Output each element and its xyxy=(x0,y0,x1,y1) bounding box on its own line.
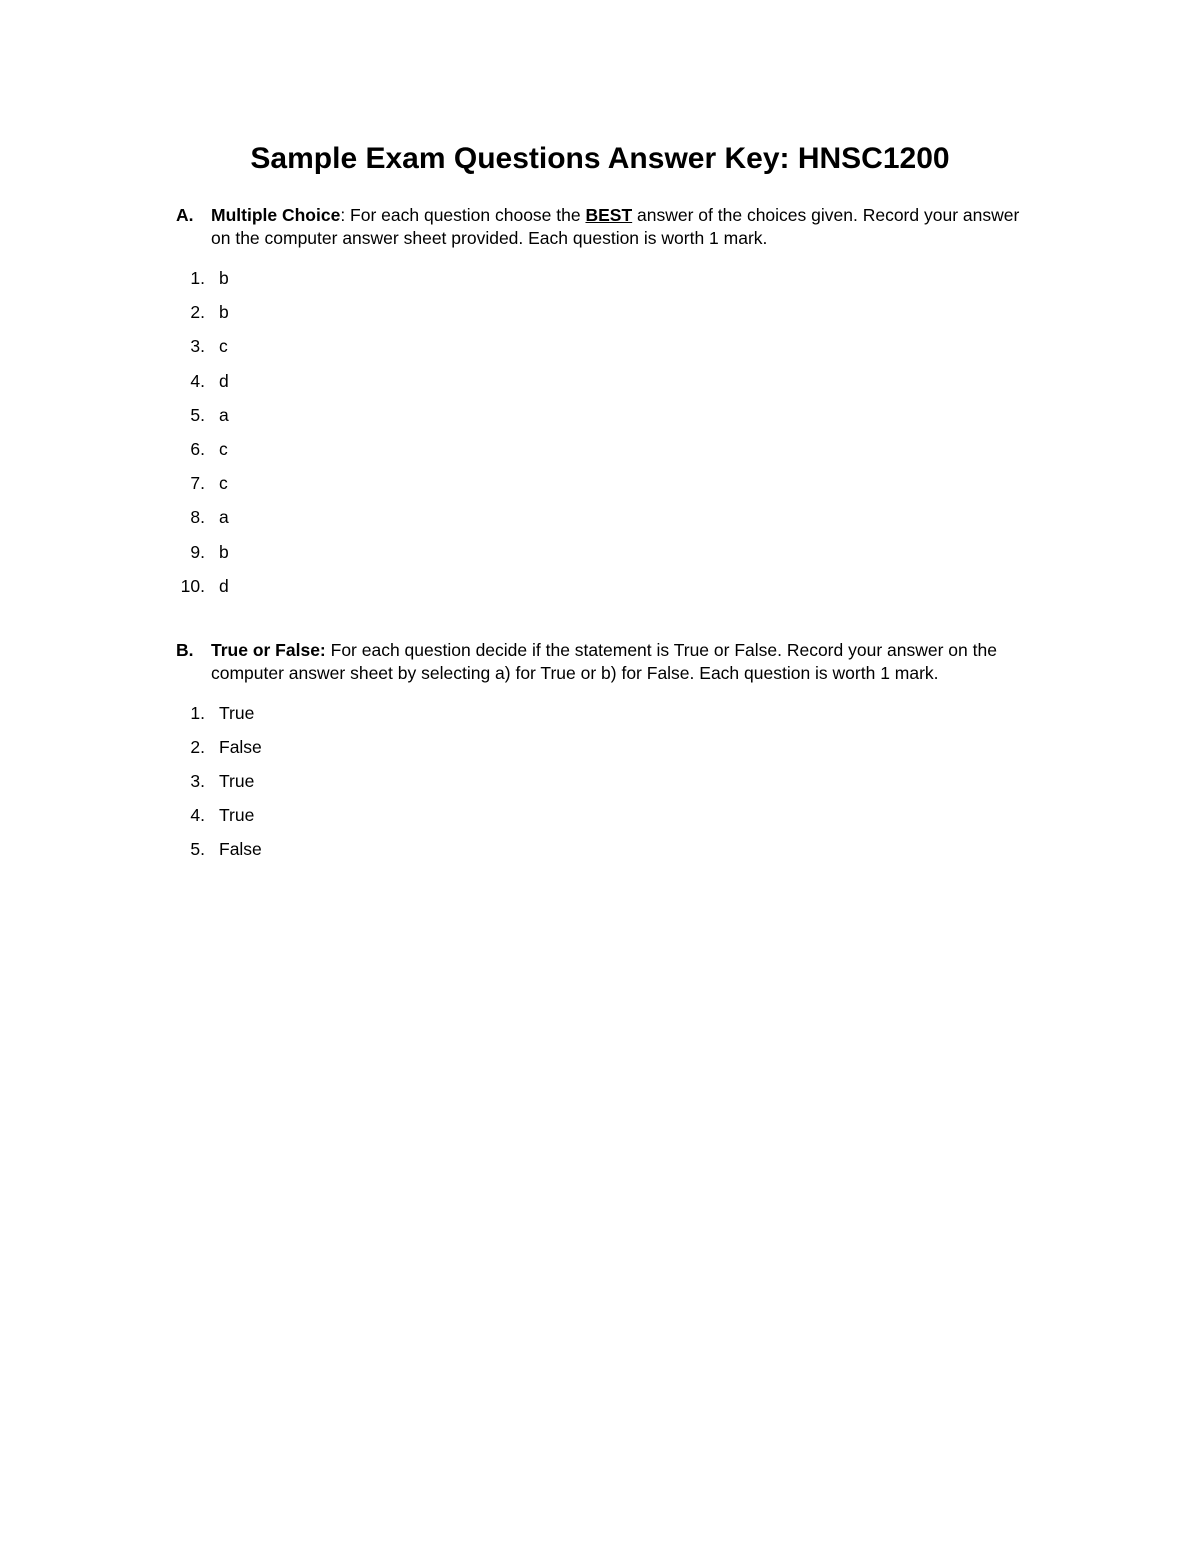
answer-value: a xyxy=(219,507,229,528)
list-item xyxy=(176,832,1036,866)
true-false-answer-list xyxy=(176,696,1036,866)
list-item xyxy=(176,730,1036,764)
list-item xyxy=(176,535,1036,569)
answer-value: True xyxy=(219,805,255,825)
section-a-text-after: answer of the choices given. Record your answer on the computer answer sheet provided. Each question is worth 1 mark. xyxy=(211,205,1020,248)
list-item xyxy=(176,798,1036,832)
list-item xyxy=(176,261,1036,295)
answer-number: 5. xyxy=(190,839,205,859)
section-b-name: True or False: xyxy=(211,640,326,660)
list-item xyxy=(176,398,1036,432)
answer-value: True xyxy=(219,771,255,791)
multiple-choice-answer-list xyxy=(176,261,1036,603)
list-item xyxy=(176,364,1036,398)
page-title: Sample Exam Questions Answer Key: HNSC1200 xyxy=(250,142,950,175)
answer-value: b xyxy=(219,268,229,288)
section-a-name: Multiple Choice xyxy=(211,205,341,225)
answer-number: 5. xyxy=(190,404,205,425)
section-true-or-false xyxy=(176,639,1036,866)
answer-number: 9. xyxy=(190,541,205,562)
answer-number: 8. xyxy=(190,507,205,528)
section-b-text: For each question decide if the statement is True or False. Record your answer on the computer answer sheet by selecting a) for True or b) for False. Each question is worth 1 mark. xyxy=(211,640,997,683)
answer-number: 6. xyxy=(190,438,205,459)
list-item xyxy=(176,329,1036,363)
answer-value: b xyxy=(219,541,229,562)
answer-number: 2. xyxy=(190,737,205,757)
list-item xyxy=(176,432,1036,466)
answer-value: a xyxy=(219,404,229,425)
section-a-text-before: : For each question choose the xyxy=(340,205,586,225)
answer-value: d xyxy=(219,575,229,596)
section-b-instructions xyxy=(176,639,1036,685)
answer-value: c xyxy=(219,438,228,459)
list-item xyxy=(176,466,1036,500)
section-b-letter: B. xyxy=(176,640,194,660)
answer-number: 2. xyxy=(190,302,205,323)
answer-number: 7. xyxy=(190,473,205,494)
answer-number: 1. xyxy=(190,268,205,288)
best-emphasis: BEST xyxy=(585,205,633,225)
answer-number: 1. xyxy=(190,703,205,723)
answer-value: d xyxy=(219,370,229,391)
list-item xyxy=(176,764,1036,798)
answer-value: False xyxy=(219,839,262,859)
answer-value: True xyxy=(219,703,255,723)
answer-number: 3. xyxy=(190,771,205,791)
answer-number: 3. xyxy=(190,336,205,357)
answer-number: 4. xyxy=(190,370,205,391)
answer-value: c xyxy=(219,336,228,357)
answer-value: False xyxy=(219,737,262,757)
answer-value: c xyxy=(219,473,228,494)
list-item xyxy=(176,295,1036,329)
answer-value: b xyxy=(219,302,229,323)
answer-number: 4. xyxy=(190,805,205,825)
list-item xyxy=(176,569,1036,603)
list-item xyxy=(176,696,1036,730)
answer-number: 10. xyxy=(180,575,205,596)
list-item xyxy=(176,500,1036,534)
section-multiple-choice xyxy=(176,204,1036,603)
section-a-instructions xyxy=(176,204,1036,250)
section-a-letter: A. xyxy=(176,205,194,225)
